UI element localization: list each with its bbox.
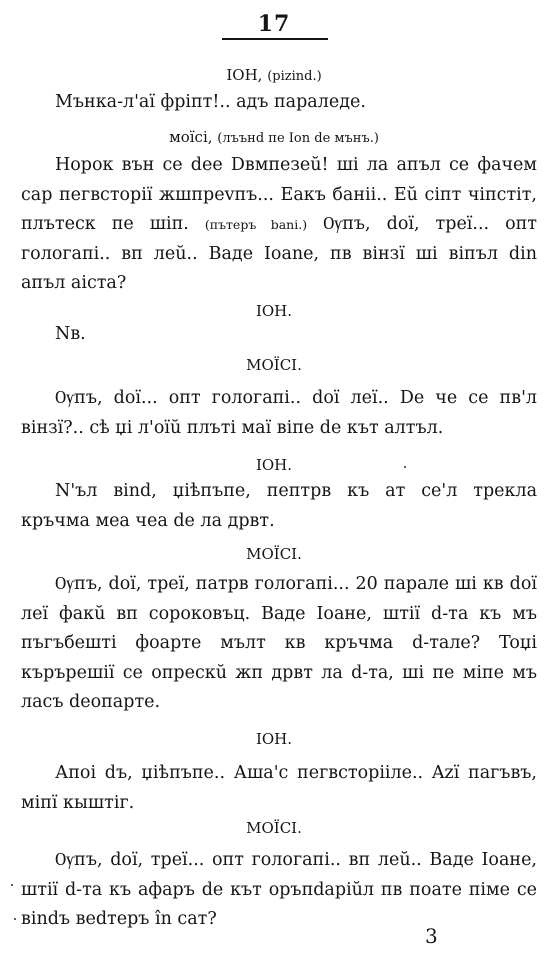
paragraph-text: Норок вън се dee Dвмпезеŭ! ші ла апъл се фачем сар пегвсторії жшпреvпъ... Еакъ баніі.. Еŭ сіпт чіпстіт, плътеск пе шіп. (21, 155, 537, 234)
print-speck (404, 466, 406, 468)
speaker-cue-ion-1 (0, 66, 548, 86)
speaker-name: моїсі, (169, 128, 218, 146)
print-speck (14, 918, 16, 920)
dialogue-paragraph-5 (21, 477, 537, 536)
stage-direction: (лъънd пе Ion de мънъ.) (217, 131, 379, 146)
speaker-cue-moisi-1 (0, 128, 548, 148)
dialogue-paragraph-1 (21, 88, 537, 118)
speaker-cue-ion-2 (0, 302, 548, 320)
paragraph-text: Ѹпъ, doї, треї... опт гологапі.. вп леŭ.. Baде Ioане, штії d-та къ афаръ de кът оръпdаріŭл пв поате піме се віndъ веdтеръ în сат? (21, 850, 537, 929)
print-speck (11, 884, 13, 886)
paragraph-text: Мънка-л'аї фріпт!.. адъ параледе. (55, 92, 366, 112)
dialogue-paragraph-2 (21, 151, 537, 299)
speaker-name: МОЇСІ. (246, 356, 302, 374)
stage-direction: (pizind.) (267, 69, 322, 84)
dialogue-paragraph-4 (21, 384, 537, 443)
header-rule (222, 38, 328, 40)
paragraph-text: Ѹпъ, doї, треї... опт гологапі.. вп леŭ.. Baде Ioane, пв вінзї ші віпъл din апъл аіста? (21, 214, 537, 293)
speaker-cue-moisi-2 (0, 356, 548, 374)
paragraph-text: N'ъл віnd, џіѣпъпе, пептрв къ ат се'л трекла кръчма меа чеа de ла дрвт. (21, 481, 537, 531)
speaker-name: IOH, (226, 66, 268, 84)
speaker-cue-ion-4 (0, 730, 548, 748)
speaker-name: ІОН. (255, 456, 293, 474)
dialogue-paragraph-3 (21, 320, 537, 350)
dialogue-paragraph-6 (21, 570, 537, 718)
stage-direction-inline: (пътеръ bani.) (204, 217, 308, 232)
printer-signature-mark: 3 (425, 924, 438, 948)
paragraph-text: Ѹпъ, doї... опт гологапі.. doї леї.. De че се пв'л вінзї?.. сѣ џі л'оїŭ плъті маї віпе de кът алтъл. (21, 388, 537, 438)
paragraph-text: Nв. (55, 324, 86, 344)
speaker-cue-moisi-4 (0, 819, 548, 837)
speaker-cue-moisi-3 (0, 545, 548, 563)
speaker-cue-ion-3 (0, 456, 548, 474)
dialogue-paragraph-7 (21, 759, 537, 818)
speaker-name: ІОН. (255, 302, 293, 320)
dialogue-paragraph-8 (21, 846, 537, 935)
speaker-name: МОЇСІ. (246, 819, 302, 837)
paragraph-text: Апоі dъ, џіѣпъпе.. Аша'с пегвсторііле.. Azї пагъвъ, міпї кыштіг. (21, 763, 537, 813)
paragraph-text: Ѹпъ, doї, треї, патрв гологапі... 20 парале ші кв doї леї факŭ вп сороковъц. Baде Ioане, штії d-та къ мъ пъгъбешті фоарте мълт кв кръчма d-тале? Toџі кърърешії се опрескŭ жп дрвт ла d-та, ші пе міпе мъ ласъ deопарте. (21, 574, 537, 712)
speaker-name: МОЇСІ. (246, 545, 302, 563)
speaker-name: ІОН. (255, 730, 293, 748)
page-number: 17 (257, 11, 291, 37)
